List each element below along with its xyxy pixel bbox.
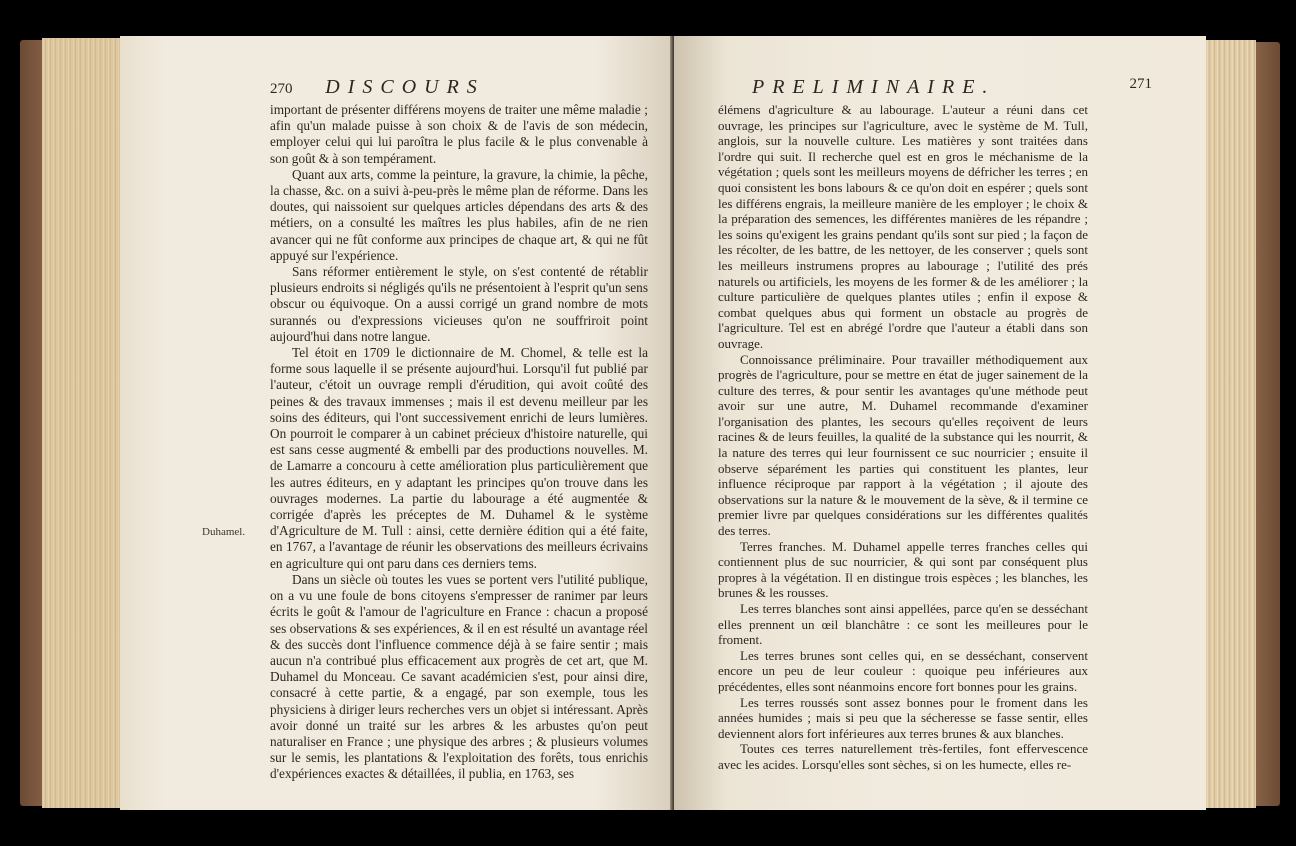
- paragraph: Dans un siècle où toutes les vues se portent vers l'utilité publique, on a vu une foule de bons citoyens s'empresser de ranimer par leurs écrits le goût & l'amour de l'agriculture en France : chacun a proposé ses observations & ses expériences, & il en est résulté un avantage réel & des succès dont l'influence commence déjà à se faire sentir ; mais aucun n'a contribué plus efficacement aux progrès de cet art, que M. Duhamel du Monceau. Ce savant académicien s'est, pour ainsi dire, consacré à cette partie, & a engagé, par son exemple, tous les physiciens à diriger leurs recherches vers un objet si intéressant. Après avoir donné un traité sur les arbres & les arbustes qu'on peut naturaliser en France ; une physique des arbres ; & plusieurs volumes sur le semis, les plantations & l'exploitation des forêts, tous enrichis d'expériences exactes & détaillées, il publia, en 1763, ses: [270, 571, 648, 782]
- paragraph: élémens d'agriculture & au labourage. L'auteur a réuni dans cet ouvrage, les principes sur l'agriculture, avec le système de M. Tull, anglois, sur la nouvelle culture. Les matières y sont traitées dans l'ordre qui suit. Il recherche quel est en gros le méchanisme de la végétation ; quels sont les meilleurs moyens de défricher les terres ; en quoi consistent les bons labours & ce qu'on doit en espérer ; quels sont les différens engrais, la meilleure manière de les employer ; le choix & la préparation des semences, les différentes manières de les répandre ; les soins qu'exigent les grains pendant qu'ils sont sur pied ; la façon de les récolter, de les battre, de les nettoyer, de les conserver ; quels sont les meilleurs instrumens propres au labourage ; l'utilité des prés naturels ou artificiels, les moyens de les former & de les améliorer ; la culture particulière de quelques plantes utiles ; enfin il expose & combat quelques abus qui forment un obstacle au progrès de l'agriculture. Tel est en abrégé l'ordre que l'auteur a établi dans son ouvrage.: [718, 102, 1088, 351]
- page-number: 270: [270, 81, 293, 97]
- paragraph: Tel étoit en 1709 le dictionnaire de M. Chomel, & telle est la forme sous laquelle il se présente aujourd'hui. Lorsqu'il fut publié par l'auteur, c'étoit un ouvrage rempli d'érudition, qui avoit coûté des peines & des travaux immenses ; mais il est devenu meilleur par les soins des éditeurs, qui l'ont successivement enrichi de leurs lumières. On pourroit le comparer à un cabinet précieux d'histoire naturelle, qui est sans cesse augmenté & embelli par des productions nouvelles. M. de Lamarre a concouru à cette amélioration plus particulièrement que les autres éditeurs, en y adaptant les principes qu'on trouve dans les ouvrages modernes. La partie du labourage a été augmentée & corrigée d'après les préceptes de M. Duhamel & le système d'Agriculture de M. Tull : ainsi, cette dernière édition qui a été faite, en 1767, a l'avantage de réunir les observations des meilleurs écrivains en agriculture qui ont paru dans ces derniers tems.: [270, 345, 648, 571]
- paragraph: Quant aux arts, comme la peinture, la gravure, la chimie, la pêche, la chasse, &c. on a suivi à-peu-près le même plan de réforme. Dans les doutes, qui naissoient sur quelques articles dépendans des arts & des métiers, on a consulté les maîtres les plus habiles, afin de ne rien avancer qui ne fût conforme aux principes de chaque art, & qui ne fût appuyé sur l'expérience.: [270, 166, 648, 263]
- paragraph: important de présenter différens moyens de traiter une même maladie ; afin qu'un malade puisse à son choix & de l'avis de son médecin, employer celui qui lui paroîtra le plus facile & le plus convenable à son goût & à son tempérament.: [270, 102, 648, 166]
- open-book: [20, 36, 1280, 810]
- paragraph: Terres franches. M. Duhamel appelle terres franches celles qui contiennent plus de suc nourricier, & qui sont par conséquent plus propres à la végétation. Il en distingue trois espèces ; les blanches, les brunes & les rousses.: [718, 538, 1088, 601]
- paragraph: Connoissance préliminaire. Pour travailler méthodiquement aux progrès de l'agriculture, pour se mettre en état de juger sainement de la culture des terres, & pour sentir les avantages qu'une méthode peut avoir sur une autre, M. Duhamel recommande d'examiner l'organisation des plantes, les secours qu'elles reçoivent de leurs racines & de leurs feuilles, la qualité de la substance qui les nourrit, & la nature des terres qui leur fournissent ce suc nourricier ; ensuite il observe séparément les parties qui constituent les plantes, leur influence réciproque par rapport à la végétation ; il ajoute des observations sur la nature & le mouvement de la sève, & il termine ce premier livre par quelques considérations sur les différentes qualités des terres.: [718, 351, 1088, 539]
- paragraph: Les terres brunes sont celles qui, en se desséchant, conservent encore un peu de leur couleur : quoique peu inférieures aux précédentes, elles sont néanmoins encore fort bonnes pour les grains.: [718, 647, 1088, 694]
- paragraph: Les terres blanches sont ainsi appellées, parce qu'en se desséchant elles prennent un œil blanchâtre : ce sont les meilleures pour le froment.: [718, 601, 1088, 648]
- running-head: PRELIMINAIRE.: [752, 76, 996, 98]
- paragraph: Sans réformer entièrement le style, on s'est contenté de rétablir plusieurs endroits si négligés qu'ils ne présentoient à l'esprit qu'un sens obscur ou équivoque. On a aussi corrigé un grand nombre de mots surannés ou d'expressions vicieuses qu'on ne souffriroit point aujourd'hui dans notre langue.: [270, 264, 648, 344]
- paragraph: Toutes ces terres naturellement très-fertiles, font effervescence avec les acides. Lorsqu'elles sont sèches, si on les humecte, elles re-: [718, 741, 1088, 772]
- left-page: [120, 36, 672, 810]
- left-page-header: [270, 76, 485, 99]
- page-number: 271: [1129, 76, 1152, 92]
- margin-note: Duhamel.: [202, 526, 246, 538]
- right-page: [674, 36, 1206, 810]
- right-page-header: [752, 76, 1152, 99]
- paragraph: Les terres roussés sont assez bonnes pour le froment dans les années humides ; mais si peu que la sécheresse se fasse sentir, elles deviennent alors fort inférieures aux terres brunes & aux blanches.: [718, 694, 1088, 741]
- right-page-body: [718, 102, 1088, 773]
- running-head: DISCOURS: [325, 76, 485, 98]
- left-page-body: [270, 102, 648, 783]
